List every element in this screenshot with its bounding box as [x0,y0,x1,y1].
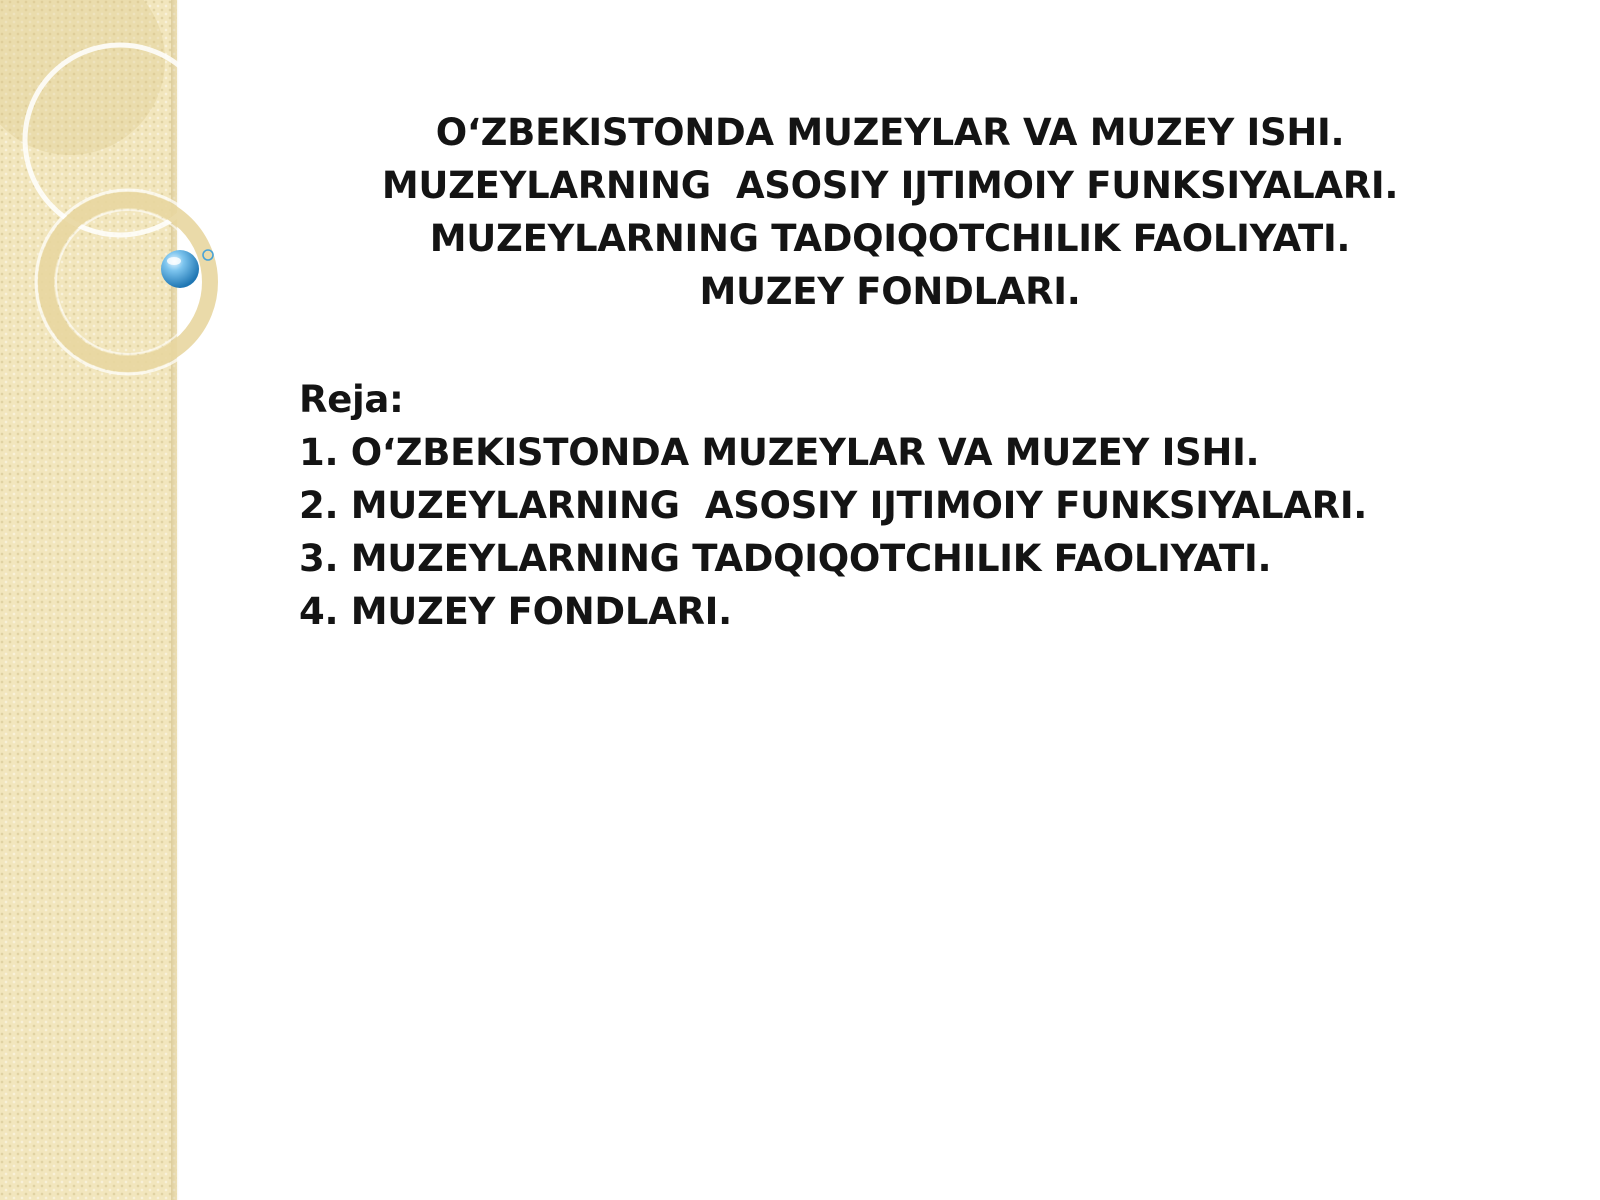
title-line: MUZEYLARNING TADQIQOTCHILIK FAOLIYATI. [429,217,1351,260]
plan-item: 4. MUZEY FONDLARI. [299,590,732,633]
plan-item: 1. O‘ZBEKISTONDA MUZEYLAR VA MUZEY ISHI. [299,431,1260,474]
slide-title [300,106,1480,318]
title-line: MUZEY FONDLARI. [699,270,1081,313]
plan-heading: Reja: [299,378,404,421]
title-line: O‘ZBEKISTONDA MUZEYLAR VA MUZEY ISHI. [435,111,1345,154]
ring-ornament-icon [0,0,260,420]
title-line: MUZEYLARNING ASOSIY IJTIMOIY FUNKSIYALARI. [381,164,1399,207]
plan-list [299,373,1539,638]
plan-item: 3. MUZEYLARNING TADQIQOTCHILIK FAOLIYATI. [299,537,1272,580]
blue-bead-icon [158,245,224,291]
plan-item: 2. MUZEYLARNING ASOSIY IJTIMOIY FUNKSIYALARI. [299,484,1368,527]
